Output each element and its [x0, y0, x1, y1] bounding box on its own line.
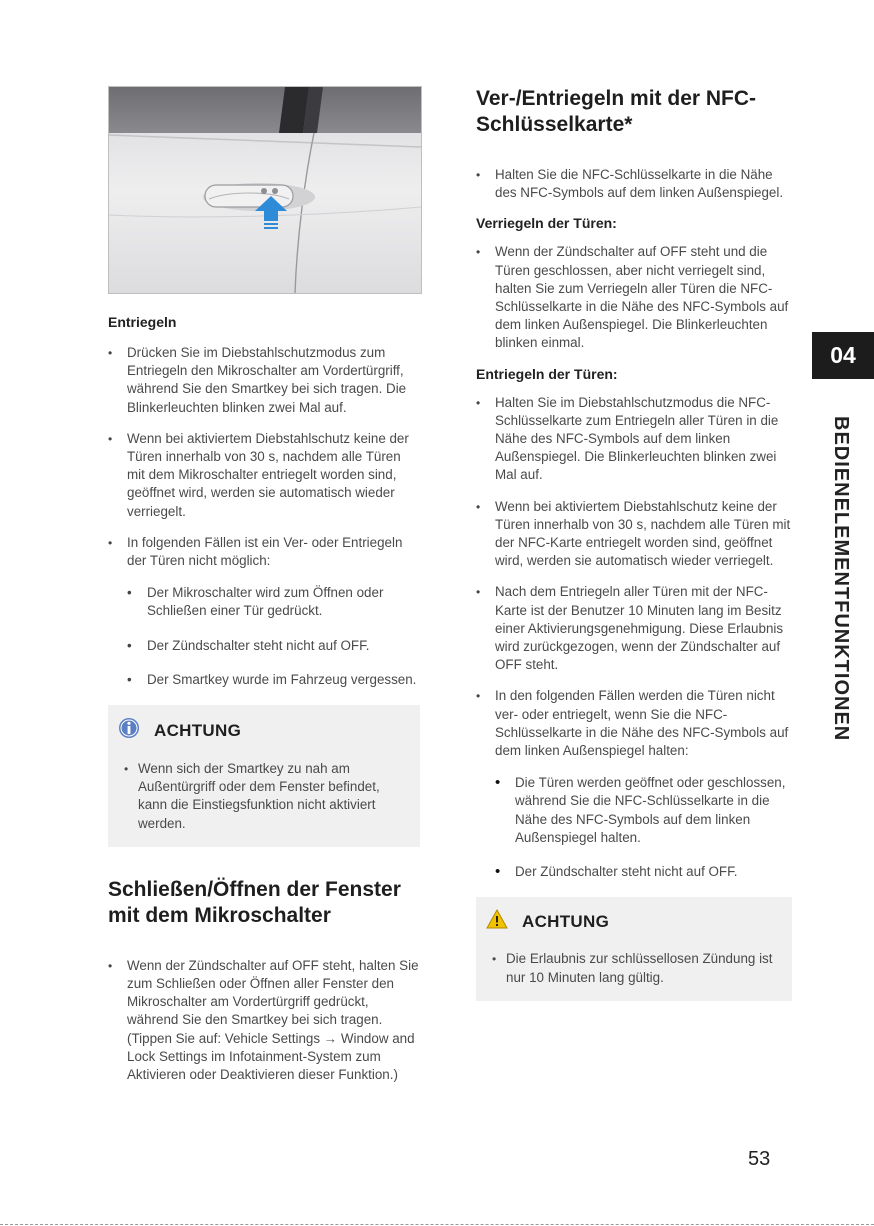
chapter-title: BEDIENELEMENTFUNKTIONEN: [830, 416, 852, 742]
info-icon: [118, 717, 140, 744]
unlock-list: [108, 344, 420, 689]
right-column: [476, 86, 792, 1001]
door-handle-image: [109, 87, 421, 293]
list-item: • Wenn bei aktiviertem Diebstahlschutz keine der Türen innerhalb von 30 s, nachdem alle Türen mit dem Mikroschalter entriegelt worden sind, geöffnet wird, werden sie automatisch wieder verriegelt.: [108, 430, 420, 521]
list-item-text: In folgenden Fällen ist ein Ver- oder Entriegeln der Türen nicht möglich:: [127, 534, 403, 569]
list-item: • Nach dem Entriegeln aller Türen mit der NFC-Karte ist der Benutzer 10 Minuten lang im Besitz einer Aktivierungsgenehmigung. Diese Erlaubnis wird zurückgezogen, wenn der Zündschalter auf OFF steht.: [476, 583, 792, 674]
sub-list-item: • Die Türen werden geöffnet oder geschlossen, während Sie die NFC-Schlüsselkarte in die Nähe des NFC-Symbols auf dem linken Außenspiegel halten.: [495, 774, 792, 847]
lock-heading: Verriegeln der Türen:: [476, 215, 617, 232]
warning-icon: [486, 909, 508, 934]
sub-list-item: • Der Zündschalter steht nicht auf OFF.: [127, 637, 420, 655]
list-item: • Wenn bei aktiviertem Diebstahlschutz keine der Türen innerhalb von 30 s, nachdem alle Türen mit der NFC-Karte entriegelt worden sind, geöffnet wird, werden sie automatisch wieder verriegelt.: [476, 498, 792, 571]
nfc-unlock-heading: Entriegeln der Türen:: [476, 365, 618, 382]
notice-list: [118, 760, 406, 833]
warning-header: [486, 909, 778, 934]
warning-text: • Die Erlaubnis zur schlüssellosen Zündung ist nur 10 Minuten lang gültig.: [486, 950, 778, 986]
list-item: • Drücken Sie im Diebstahlschutzmodus zum Entriegeln den Mikroschalter am Vordertürgriff, während Sie den Smartkey bei sich tragen. Die Blinkerleuchten blinken zwei Mal auf.: [108, 344, 420, 417]
nfc-intro-list: [476, 166, 792, 202]
list-item: [108, 534, 420, 689]
notice-text: • Wenn sich der Smartkey zu nah am Außentürgriff oder dem Fenster befindet, kann die Einstiegsfunktion nicht aktiviert werden.: [118, 760, 406, 833]
unlock-heading: Entriegeln: [108, 314, 177, 330]
nfc-section-title: Ver-/Entriegeln mit der NFC-Schlüsselkarte*: [476, 87, 757, 136]
door-handle-illustration: [108, 86, 422, 294]
notice-label: ACHTUNG: [154, 720, 242, 740]
left-column: [108, 86, 420, 1097]
list-item: • Wenn der Zündschalter auf OFF steht, halten Sie zum Schließen oder Öffnen aller Fenster den Mikroschalter am Vordertürgriff gedrückt, während Sie den Smartkey bei sich tragen. (Tippen Sie auf: Vehicle Settings → Window and Lock Settings im Infotainment-System zum Aktivieren oder Deaktivieren dieser Funktion.): [108, 957, 420, 1084]
page-number: 53: [748, 1148, 771, 1170]
windows-list: [108, 957, 420, 1084]
list-item: • Halten Sie die NFC-Schlüsselkarte in die Nähe des NFC-Symbols auf dem linken Außenspiegel.: [476, 166, 792, 202]
notice-header: [118, 717, 406, 744]
list-item-text: In den folgenden Fällen werden die Türen nicht ver- oder entriegelt, wenn Sie die NFC-Schlüsselkarte in die Nähe des NFC-Symbols auf dem linken Außenspiegel halten:: [495, 688, 789, 759]
list-item: [476, 687, 792, 881]
lock-list: [476, 243, 792, 352]
sub-list-item: • Der Smartkey wurde im Fahrzeug vergessen.: [127, 671, 420, 689]
warning-label: ACHTUNG: [522, 911, 610, 931]
sub-list-item: • Der Mikroschalter wird zum Öffnen oder Schließen einer Tür gedrückt.: [127, 584, 420, 620]
unlock-sublist: [127, 584, 420, 689]
chapter-tab: 04: [812, 332, 874, 379]
sub-list-item: • Der Zündschalter steht nicht auf OFF.: [495, 863, 792, 881]
list-item: • Wenn der Zündschalter auf OFF steht und die Türen geschlossen, aber nicht verriegelt sind, halten Sie zum Verriegeln aller Türen die NFC-Schlüsselkarte in die Nähe des NFC-Symbols auf dem linken Außenspiegel. Die Blinkerleuchten blinken einmal.: [476, 243, 792, 352]
list-item: • Halten Sie im Diebstahlschutzmodus die NFC-Schlüsselkarte zum Entriegeln aller Türen in die Nähe des NFC-Symbols auf dem linken Außenspiegel. Die Blinkerleuchten blinken zwei Mal auf.: [476, 394, 792, 485]
nfc-unlock-list: [476, 394, 792, 882]
nfc-unlock-sublist: [495, 774, 792, 881]
warning-list: [486, 950, 778, 986]
windows-section-title: Schließen/Öffnen der Fenster mit dem Mikroschalter: [108, 877, 401, 927]
warning-box: [476, 897, 792, 1000]
notice-box: [108, 705, 420, 847]
